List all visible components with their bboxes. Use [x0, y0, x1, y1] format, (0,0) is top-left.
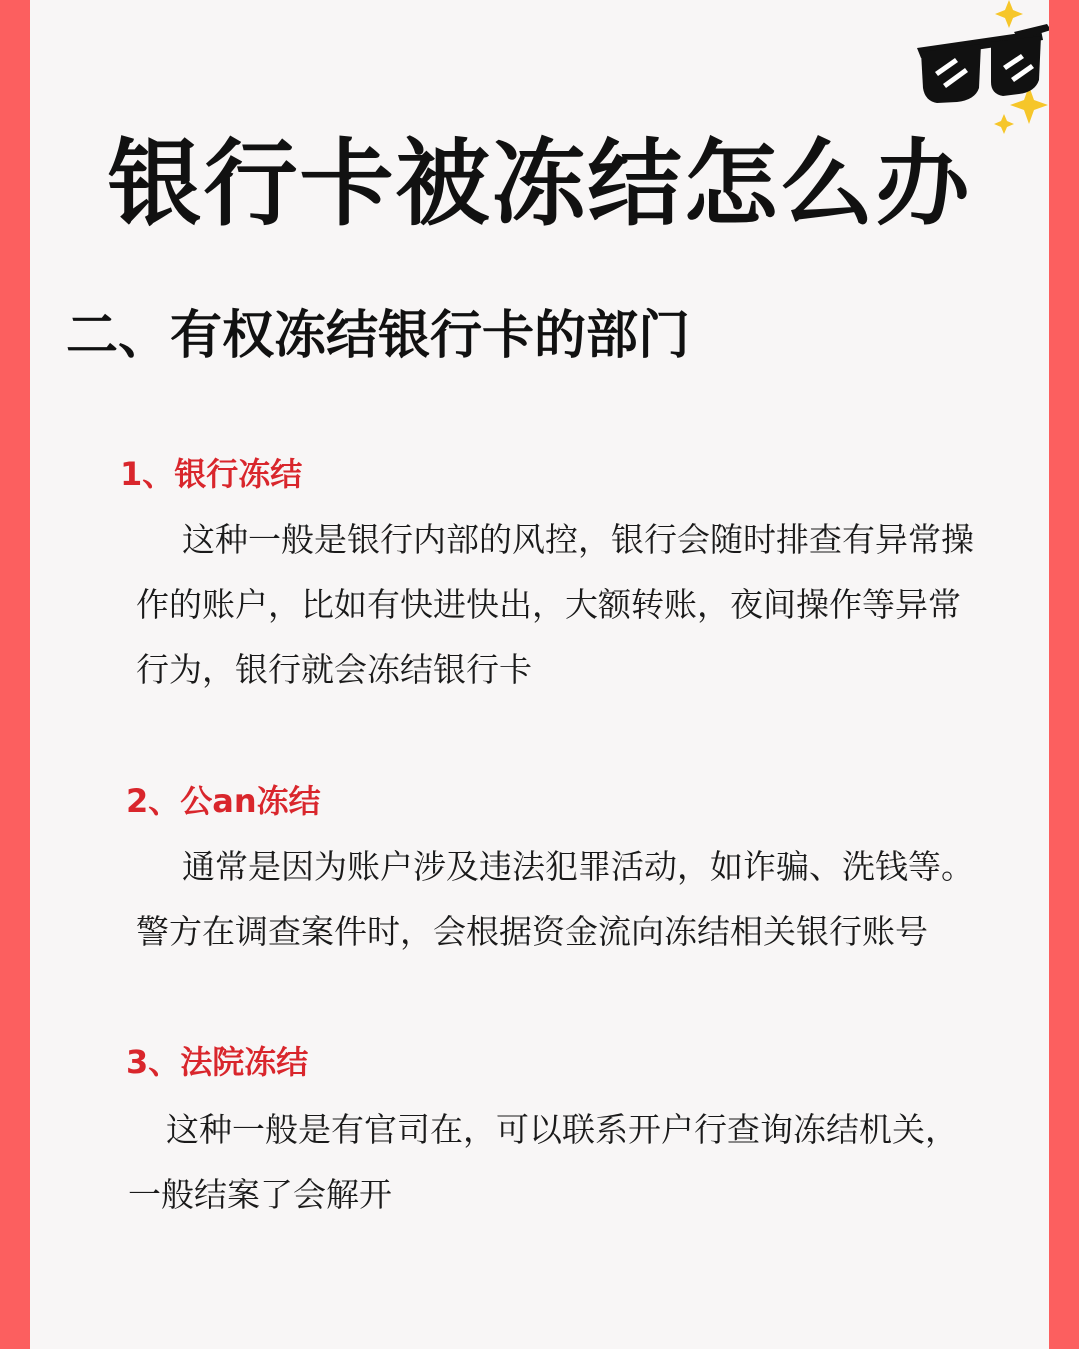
- sunglasses-with-sparkles-icon: [879, 0, 1049, 140]
- section-body-court: [128, 1097, 958, 1227]
- body-line: 作的账户，比如有快进快出，大额转账，夜间操作等异常: [136, 585, 961, 624]
- body-line: 这种一般是银行内部的风控，银行会随时排查有异常操: [182, 520, 974, 559]
- section-subtitle: 二、有权冻结银行卡的部门: [66, 306, 691, 366]
- section-heading-police: 2、公an冻结: [126, 782, 321, 820]
- section-heading-court: 3、法院冻结: [126, 1043, 309, 1081]
- content-card: [30, 0, 1049, 1349]
- body-line: 一般结案了会解开: [128, 1175, 392, 1214]
- section-body-police: [136, 834, 974, 964]
- body-line: 行为，银行就会冻结银行卡: [136, 650, 532, 689]
- section-body-bank: [136, 507, 974, 702]
- body-line: 警方在调查案件时，会根据资金流向冻结相关银行账号: [136, 912, 928, 951]
- body-line: 通常是因为账户涉及违法犯罪活动，如诈骗、洗钱等。: [182, 847, 974, 886]
- section-heading-bank: 1、银行冻结: [120, 455, 303, 493]
- page-title: 银行卡被冻结怎么办: [107, 130, 972, 239]
- body-line: 这种一般是有官司在，可以联系开户行查询冻结机关，: [166, 1110, 958, 1149]
